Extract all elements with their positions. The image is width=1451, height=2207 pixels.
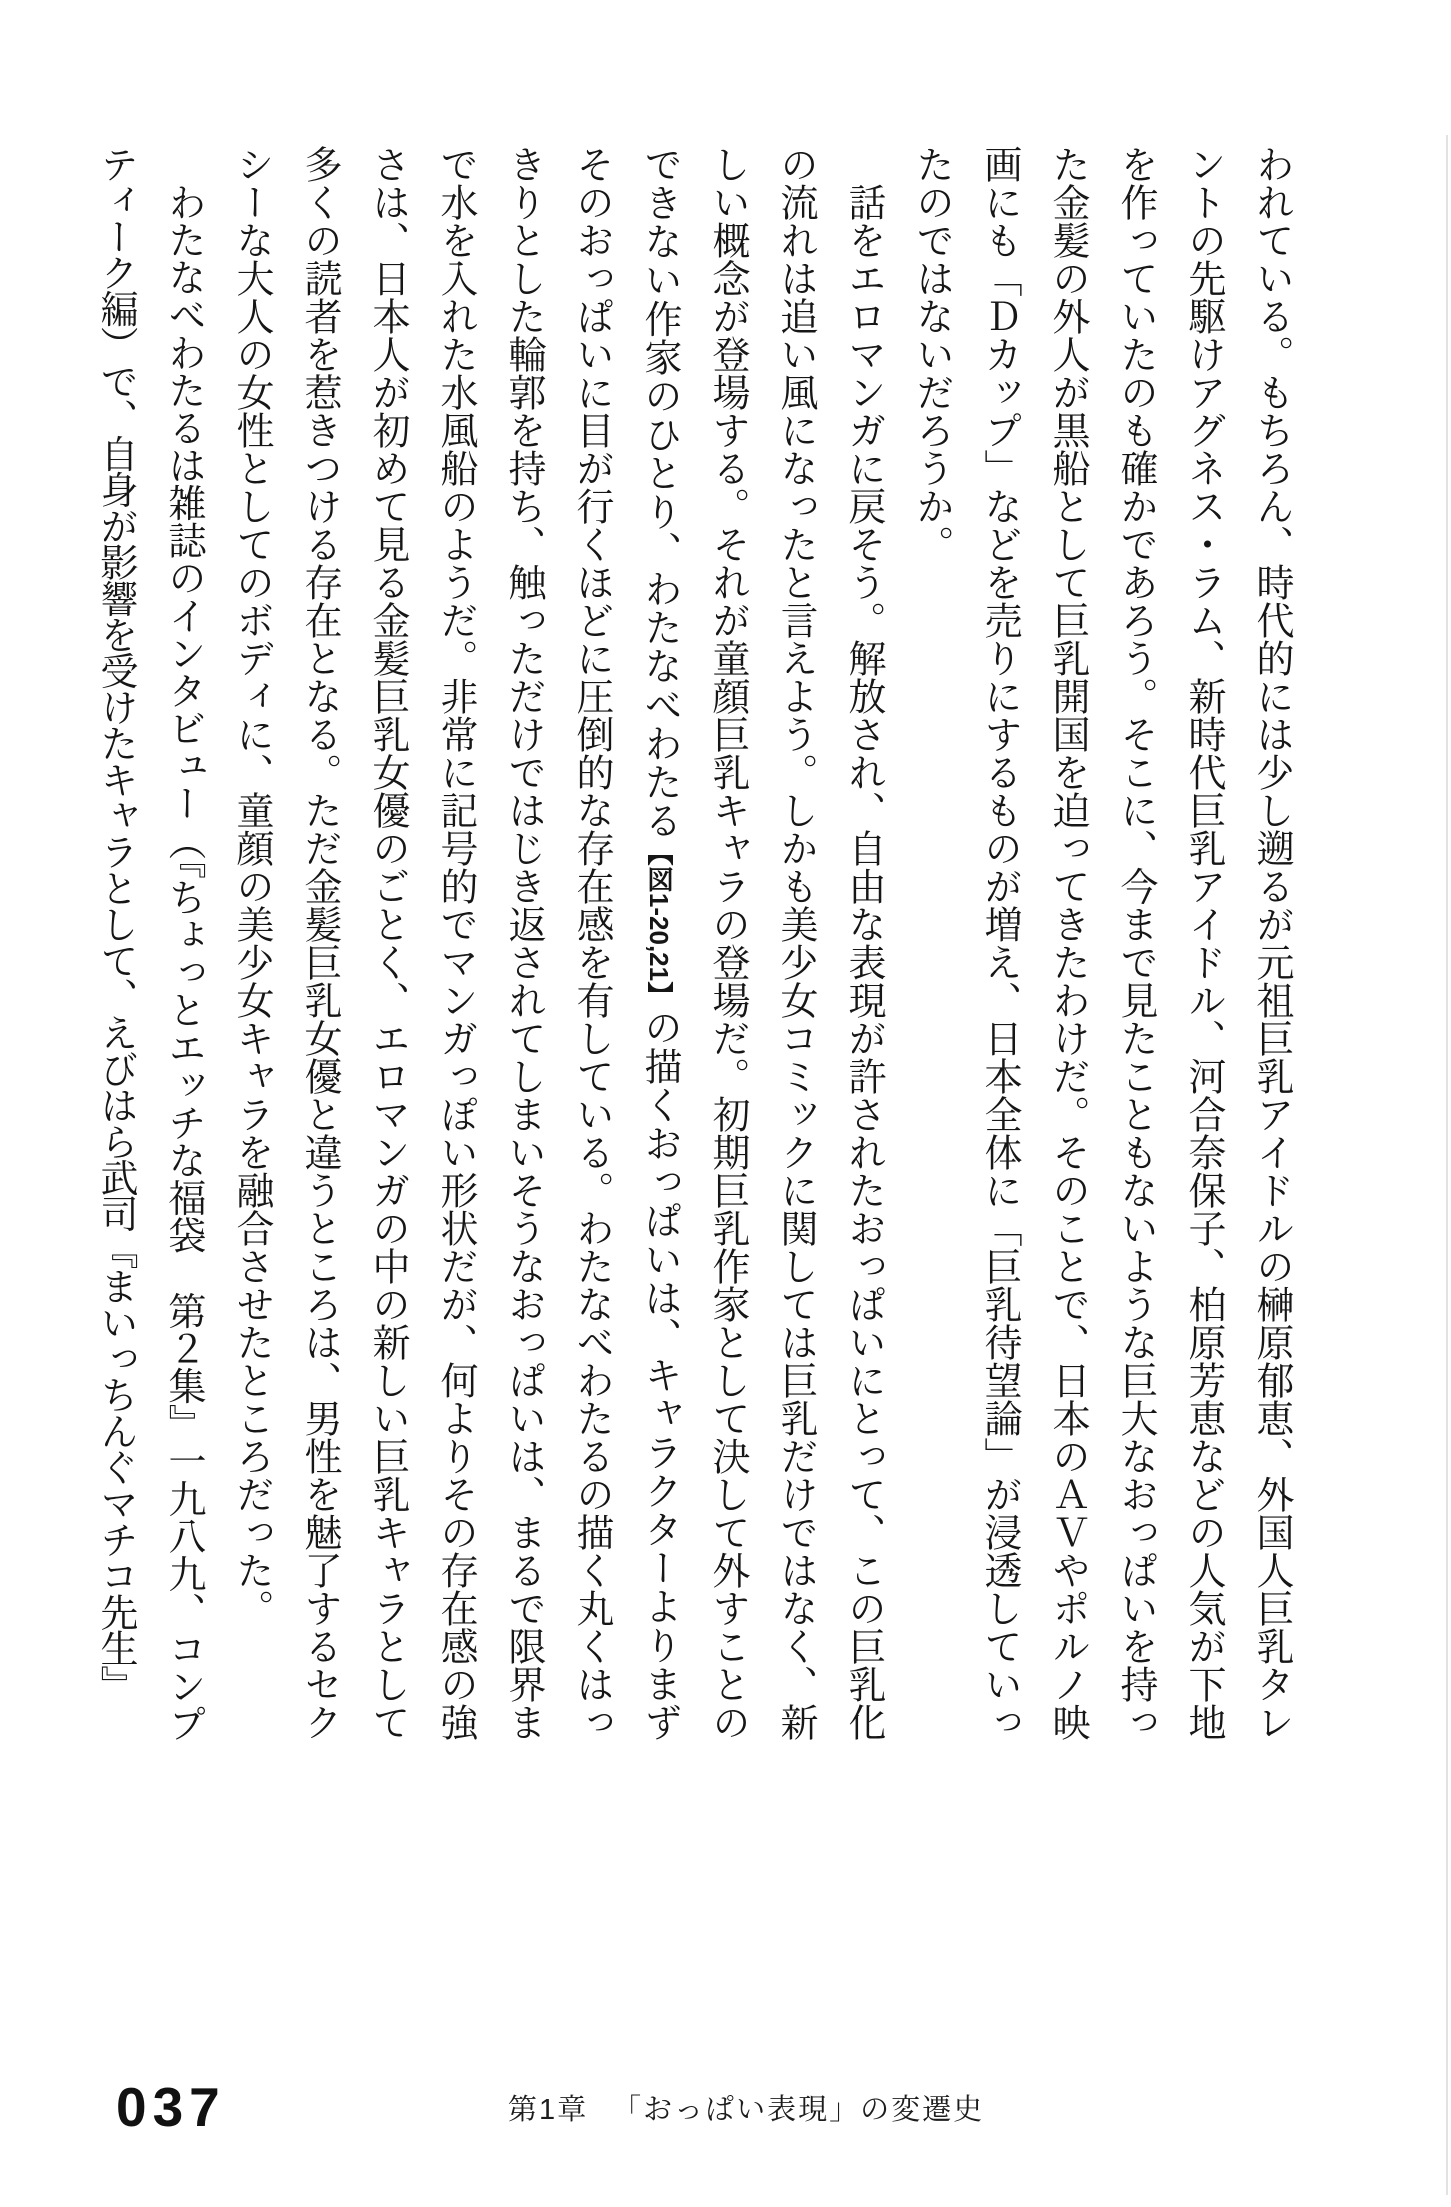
figure-reference: 【図1-20,21】 bbox=[644, 839, 674, 1009]
chapter-footer bbox=[508, 2092, 984, 2128]
paragraph-2-text-after: の描くおっぱいは、キャラクターよりまずそのおっぱいに目が行くほどに圧倒的な存在感を有している。わたなべわたるの描く丸くはっきりとした輪郭を持ち、触っただけではじき返されてしまいそうなおっぱいは、まるで限界まで水を入れた水風船のようだ。非常に記号的でマンガっぽい形状だが、何よりその存在感の強さは、日本人が初めて見る金髪巨乳女優のごとく、エロマンガの中の新しい巨乳キャラとして多くの読者を惹きつける存在となる。ただ金髪巨乳女優と違うところは、男性を魅了するセクシーな大人の女性としてのボディに、童顔の美少女キャラを融合させたところだった。 bbox=[230, 145, 680, 1742]
paragraph-2 bbox=[217, 145, 897, 1741]
paragraph-2-text-before: 話をエロマンガに戻そう。解放され、自由な表現が許されたおっぱいにとって、この巨乳化の流れは追い風になったと言えよう。しかも美少女コミックに関しては巨乳だけではなく、新しい概念が登場する。それが童顔巨乳キャラの登場だ。初期巨乳作家として決して外すことのできない作家のひとり、わたなべわたる bbox=[638, 145, 884, 1741]
chapter-label: 第1章 bbox=[508, 2094, 589, 2126]
paragraph-3: わたなべわたるは雑誌のインタビュー（『ちょっとエッチな福袋 第２集』一九八九、コンプティーク編）で、自身が影響を受けたキャラとして、えびはら武司『まいっちんぐマチコ先生』 bbox=[94, 145, 204, 1741]
page-edge-line bbox=[1446, 135, 1448, 2195]
paragraph-1: われている。もちろん、時代的には少し遡るが元祖巨乳アイドルの榊原郁恵、外国人巨乳タレントの先駆けアグネス・ラム、新時代巨乳アイドル、河合奈保子、柏原芳恵などの人気が下地を作っていたのも確かであろう。そこに、今まで見たこともないような巨大なおっぱいを持った金髪の外人が黒船として巨乳開国を迫ってきたわけだ。そのことで、日本のＡＶやポルノ映画にも「Ｄカップ」などを売りにするものが増え、日本全体に「巨乳待望論」が浸透していったのではないだろうか。 bbox=[910, 145, 1292, 1741]
page-number: 037 bbox=[116, 2076, 226, 2138]
chapter-title: 「おっぱい表現」の変遷史 bbox=[612, 2094, 985, 2126]
article-text bbox=[81, 145, 1305, 1741]
